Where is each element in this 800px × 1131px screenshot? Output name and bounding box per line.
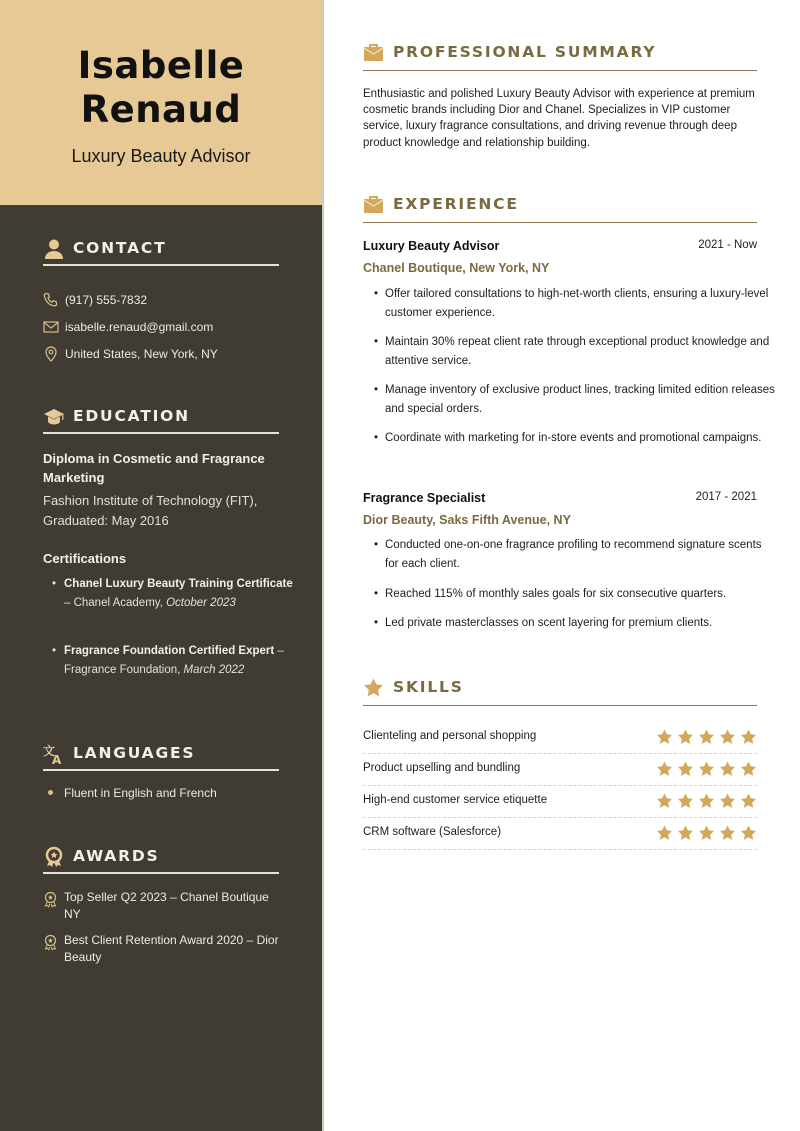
- star-icon: [656, 825, 673, 841]
- star-icon: [677, 761, 694, 777]
- star-icon: [698, 729, 715, 745]
- experience-heading: EXPERIENCE: [363, 193, 757, 223]
- job-dates: 2017 - 2021: [695, 491, 757, 503]
- svg-text:A: A: [52, 753, 62, 765]
- award-medal-icon: [43, 846, 65, 868]
- column-divider: [322, 0, 324, 1131]
- skill-row: High-end customer service etiquette: [363, 786, 757, 818]
- star-icon: [740, 825, 757, 841]
- star-icon: [677, 825, 694, 841]
- job-title: Fragrance Specialist: [363, 491, 486, 505]
- skill-rating: [656, 761, 757, 777]
- star-icon: [719, 729, 736, 745]
- star-icon: [656, 793, 673, 809]
- star-icon: [656, 761, 673, 777]
- star-icon: [677, 729, 694, 745]
- star-icon: [740, 793, 757, 809]
- award-medal-icon: [43, 934, 58, 951]
- star-icon: [719, 793, 736, 809]
- bullet-dot: [48, 790, 53, 795]
- job-company: Dior Beauty, Saks Fifth Avenue, NY: [363, 513, 571, 527]
- summary-heading: PROFESSIONAL SUMMARY: [363, 41, 757, 71]
- skill-row: Product upselling and bundling: [363, 754, 757, 786]
- education-heading: EDUCATION: [43, 402, 279, 434]
- job-bullet: • Conducted one-on-one fragrance profiling to recommend signature scents for each client.: [385, 536, 775, 574]
- awards-heading: AWARDS: [43, 842, 279, 874]
- contact-heading: CONTACT: [43, 234, 279, 266]
- location-pin-icon: [43, 346, 59, 362]
- award-medal-icon: [43, 891, 58, 908]
- graduation-cap-icon: [43, 406, 65, 428]
- certification-item: • Fragrance Foundation Certified Expert – Fragrance Foundation, March 2022: [52, 645, 284, 676]
- translate-icon: [43, 743, 65, 765]
- star-icon: [740, 761, 757, 777]
- skill-rating: [656, 729, 757, 745]
- briefcase-icon: [363, 43, 384, 62]
- contact-email[interactable]: isabelle.renaud@gmail.com: [43, 318, 213, 336]
- language-item: Fluent in English and French: [48, 786, 217, 800]
- star-icon: [719, 761, 736, 777]
- person-icon: [43, 238, 65, 260]
- award-item: Top Seller Q2 2023 – Chanel Boutique NY: [43, 889, 288, 922]
- contact-location: United States, New York, NY: [43, 345, 218, 363]
- star-icon: [740, 729, 757, 745]
- education-degree: Diploma in Cosmetic and Fragrance Marketing: [43, 451, 265, 485]
- name-header: [0, 0, 322, 205]
- svg-text:文: 文: [43, 744, 56, 758]
- contact-phone[interactable]: (917) 555-7832: [43, 291, 147, 309]
- skill-rating: [656, 825, 757, 841]
- job-title: Luxury Beauty Advisor: [363, 239, 500, 253]
- job-bullet: • Led private masterclasses on scent layering for premium clients.: [385, 614, 775, 633]
- education-school: Fashion Institute of Technology (FIT), Graduated: May 2016: [43, 493, 258, 528]
- skill-row: Clienteling and personal shopping: [363, 722, 757, 754]
- job-title: Luxury Beauty Advisor: [71, 146, 251, 166]
- job-bullet: • Manage inventory of exclusive product lines, tracking limited edition releases and special orders.: [385, 381, 775, 419]
- star-icon: [698, 761, 715, 777]
- skill-rating: [656, 793, 757, 809]
- star-icon: [719, 825, 736, 841]
- star-icon: [363, 678, 384, 697]
- job-bullet: • Maintain 30% repeat client rate through exceptional product knowledge and attentive service.: [385, 333, 775, 371]
- phone-icon: [43, 292, 59, 308]
- star-icon: [698, 793, 715, 809]
- job-bullet: • Coordinate with marketing for in-store events and promotional campaigns.: [385, 429, 775, 448]
- skills-heading: SKILLS: [363, 676, 757, 706]
- certifications-heading: Certifications: [43, 551, 127, 566]
- summary-text: Enthusiastic and polished Luxury Beauty Advisor with experience at premium cosmetic brands including Dior and Chanel. Specializes in VIP customer service, luxury fragrance consultations, and driving revenue through deep product knowledge and relationship building.: [363, 88, 755, 149]
- job-dates: 2021 - Now: [698, 239, 757, 251]
- job-company: Chanel Boutique, New York, NY: [363, 261, 550, 275]
- award-item: Best Client Retention Award 2020 – Dior Beauty: [43, 932, 288, 965]
- full-name: Isabelle Renaud: [77, 44, 245, 131]
- skill-row: CRM software (Salesforce): [363, 818, 757, 850]
- briefcase-icon: [363, 195, 384, 214]
- star-icon: [656, 729, 673, 745]
- star-icon: [677, 793, 694, 809]
- job-bullet: • Reached 115% of monthly sales goals for six consecutive quarters.: [385, 585, 775, 604]
- star-icon: [698, 825, 715, 841]
- job-bullet: • Offer tailored consultations to high-net-worth clients, ensuring a luxury-level customer experience.: [385, 285, 775, 323]
- mail-icon: [43, 319, 59, 335]
- certification-item: • Chanel Luxury Beauty Training Certificate – Chanel Academy, October 2023: [52, 578, 293, 609]
- languages-heading: 文 A LANGUAGES: [43, 739, 279, 771]
